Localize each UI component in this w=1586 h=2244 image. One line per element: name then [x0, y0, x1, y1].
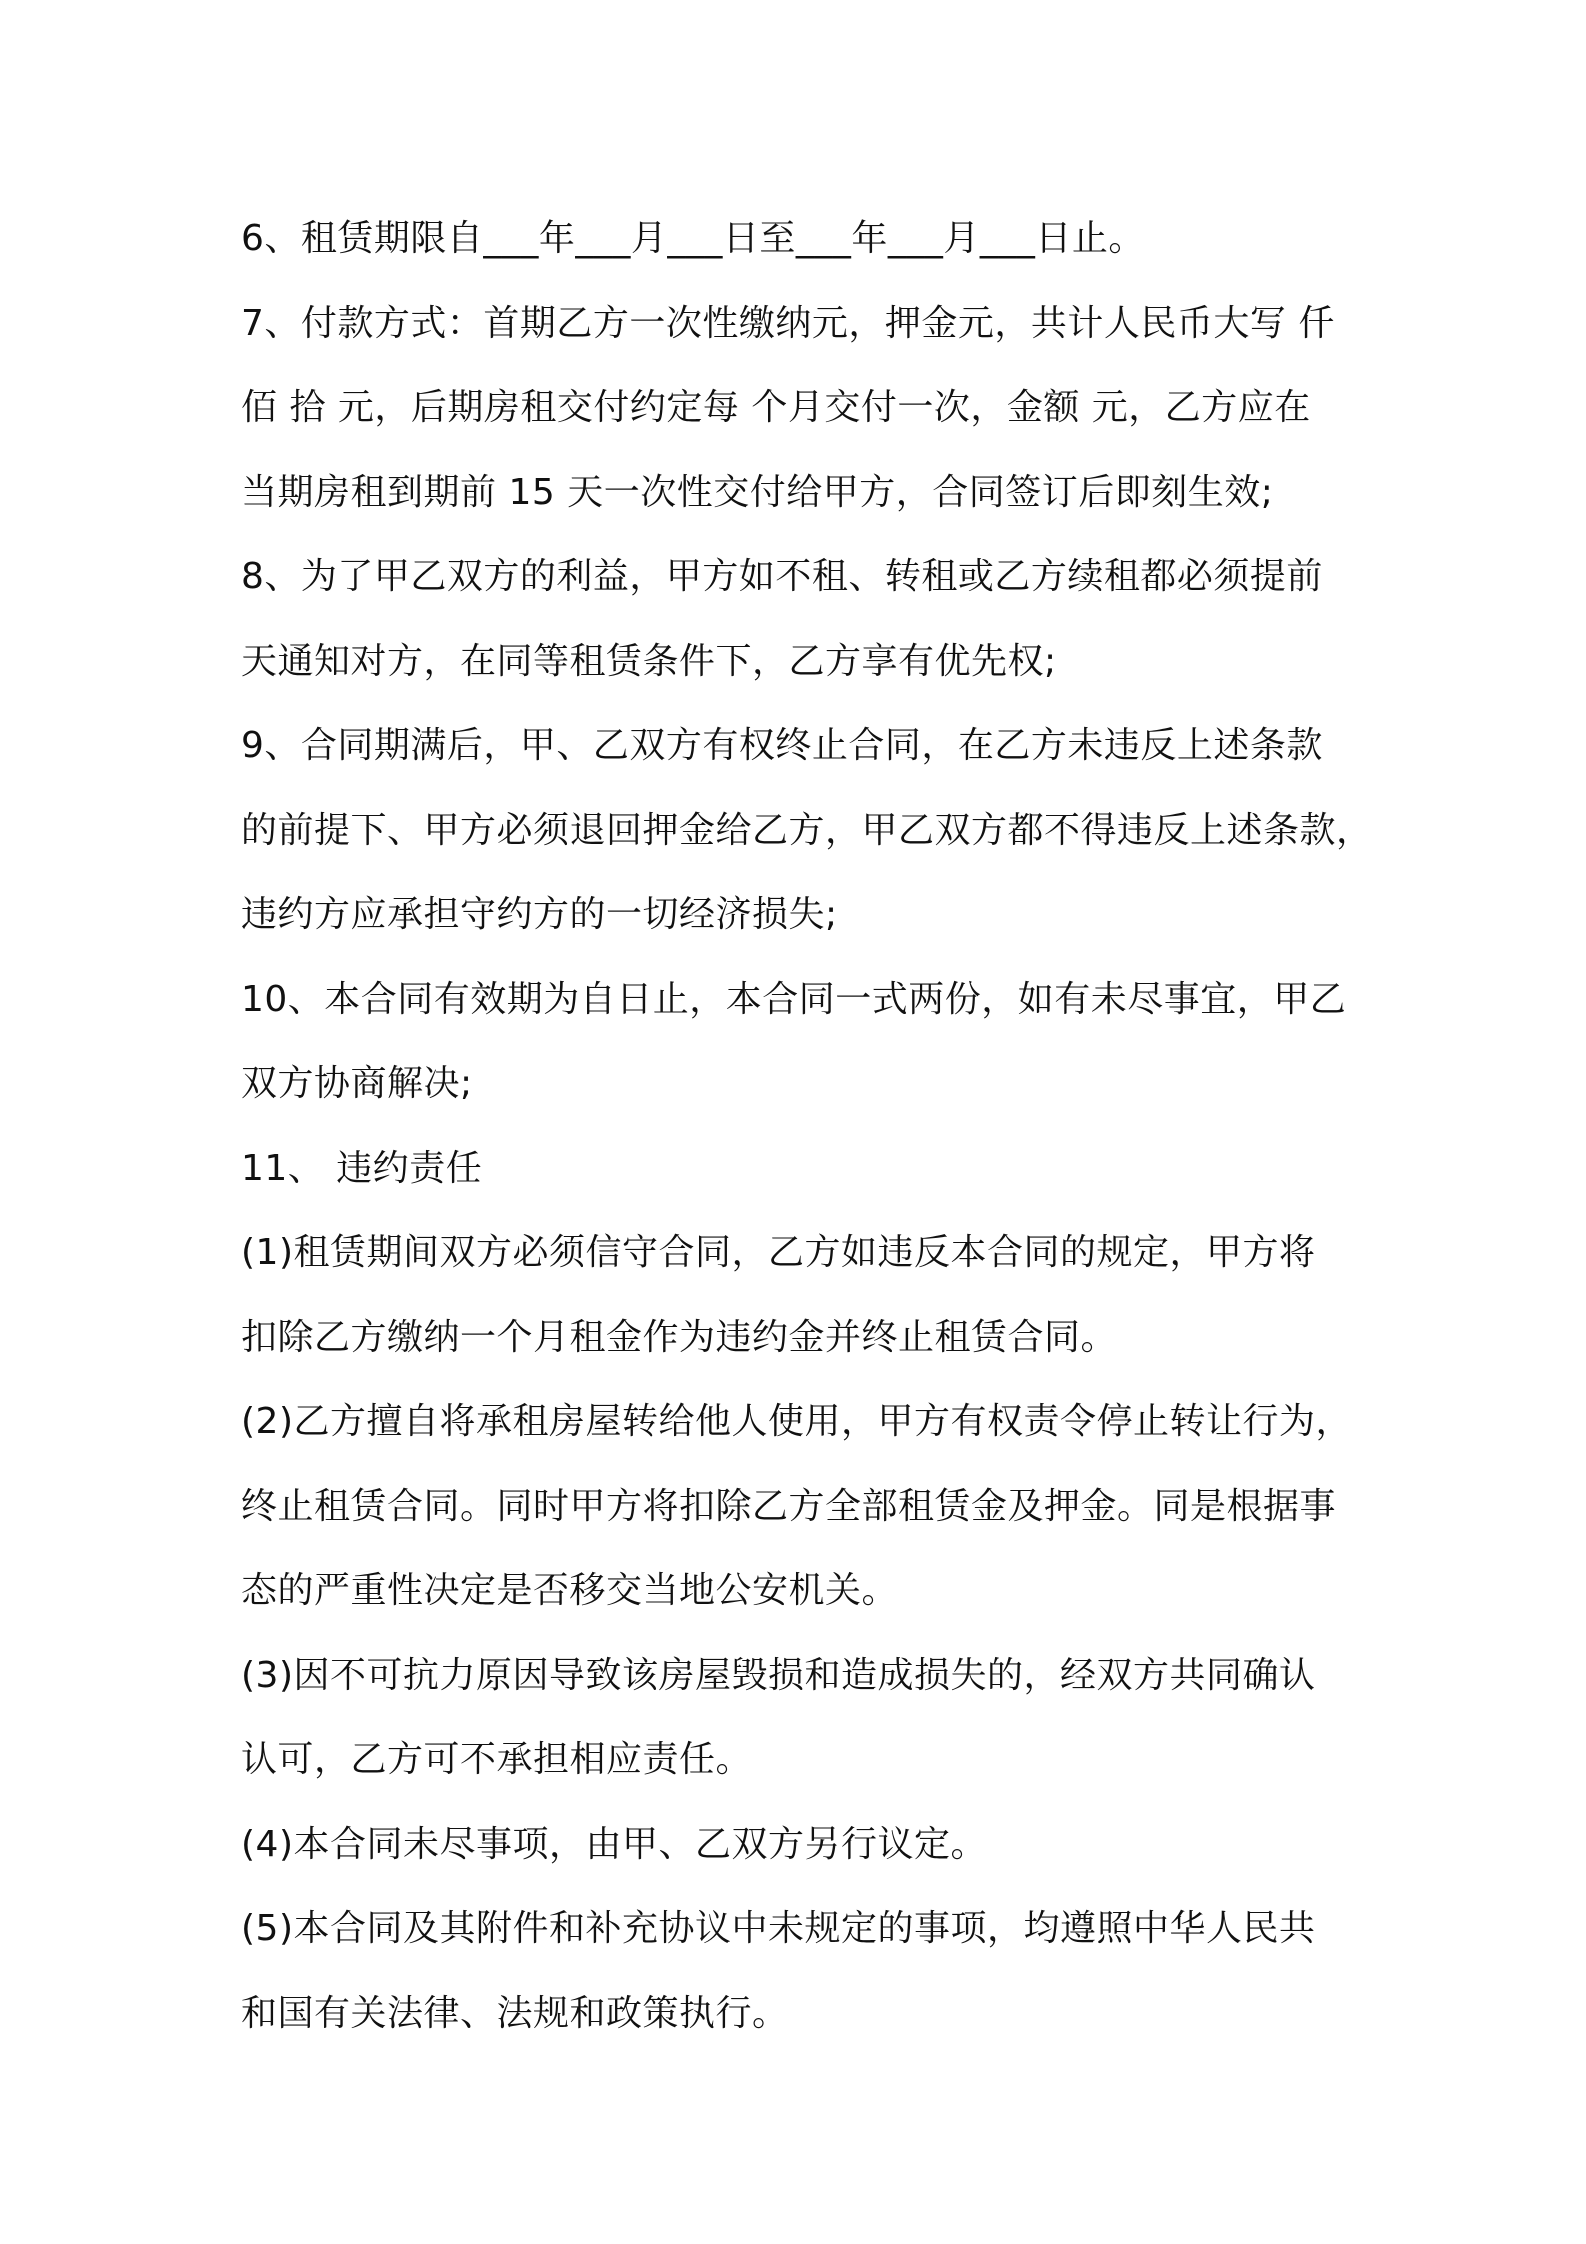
- text-line: (3)因不可抗力原因导致该房屋毁损和造成损失的，经双方共同确认: [241, 1654, 1316, 1696]
- text-line: (2)乙方擅自将承租房屋转给他人使用，甲方有权责令停止转让行为，: [241, 1401, 1352, 1442]
- text-line: 8、为了甲乙双方的利益，甲方如不租、转租或乙方续租都必须提前: [241, 556, 1323, 597]
- text-line: (4)本合同未尽事项，由甲、乙双方另行议定。: [241, 1823, 987, 1865]
- text-line: 6、租赁期限自___年___月___日至___年___月___日止。: [241, 218, 1145, 259]
- text-line: 9、合同期满后，甲、乙双方有权终止合同，在乙方未违反上述条款: [241, 725, 1323, 766]
- text-line: 天通知对方，在同等租赁条件下，乙方享有优先权;: [241, 640, 1057, 682]
- text-line: 10、本合同有效期为自日止，本合同一式两份，如有未尽事宜，甲乙: [241, 978, 1347, 1020]
- text-line: 认可，乙方可不承担相应责任。: [241, 1739, 753, 1780]
- text-line: 违约方应承担守约方的一切经济损失;: [241, 894, 838, 935]
- text-line: (5)本合同及其附件和补充协议中未规定的事项，均遵照中华人民共: [241, 1908, 1316, 1949]
- text-line: 7、付款方式：首期乙方一次性缴纳元，押金元，共计人民币大写 仟: [241, 302, 1335, 344]
- text-line: 终止租赁合同。同时甲方将扣除乙方全部租赁金及押金。同是根据事: [241, 1485, 1337, 1527]
- text-line: 态的严重性决定是否移交当地公安机关。: [241, 1570, 899, 1611]
- text-line: (1)租赁期间双方必须信守合同，乙方如违反本合同的规定，甲方将: [241, 1232, 1316, 1273]
- text-line: 和国有关法律、法规和政策执行。: [241, 1992, 789, 2034]
- text-line: 当期房租到期前 15 天一次性交付给甲方，合同签订后即刻生效;: [241, 471, 1274, 513]
- text-line: 扣除乙方缴纳一个月租金作为违约金并终止租赁合同。: [241, 1316, 1118, 1358]
- contract-text-body: [241, 197, 1373, 2056]
- text-line: 双方协商解决;: [241, 1063, 473, 1104]
- section-heading: 11、 违约责任: [241, 1147, 483, 1189]
- text-line: 的前提下、甲方必须退回押金给乙方，甲乙双方都不得违反上述条款，: [241, 809, 1373, 851]
- text-line: 佰 拾 元，后期房租交付约定每 个月交付一次，金额 元，乙方应在: [241, 387, 1311, 428]
